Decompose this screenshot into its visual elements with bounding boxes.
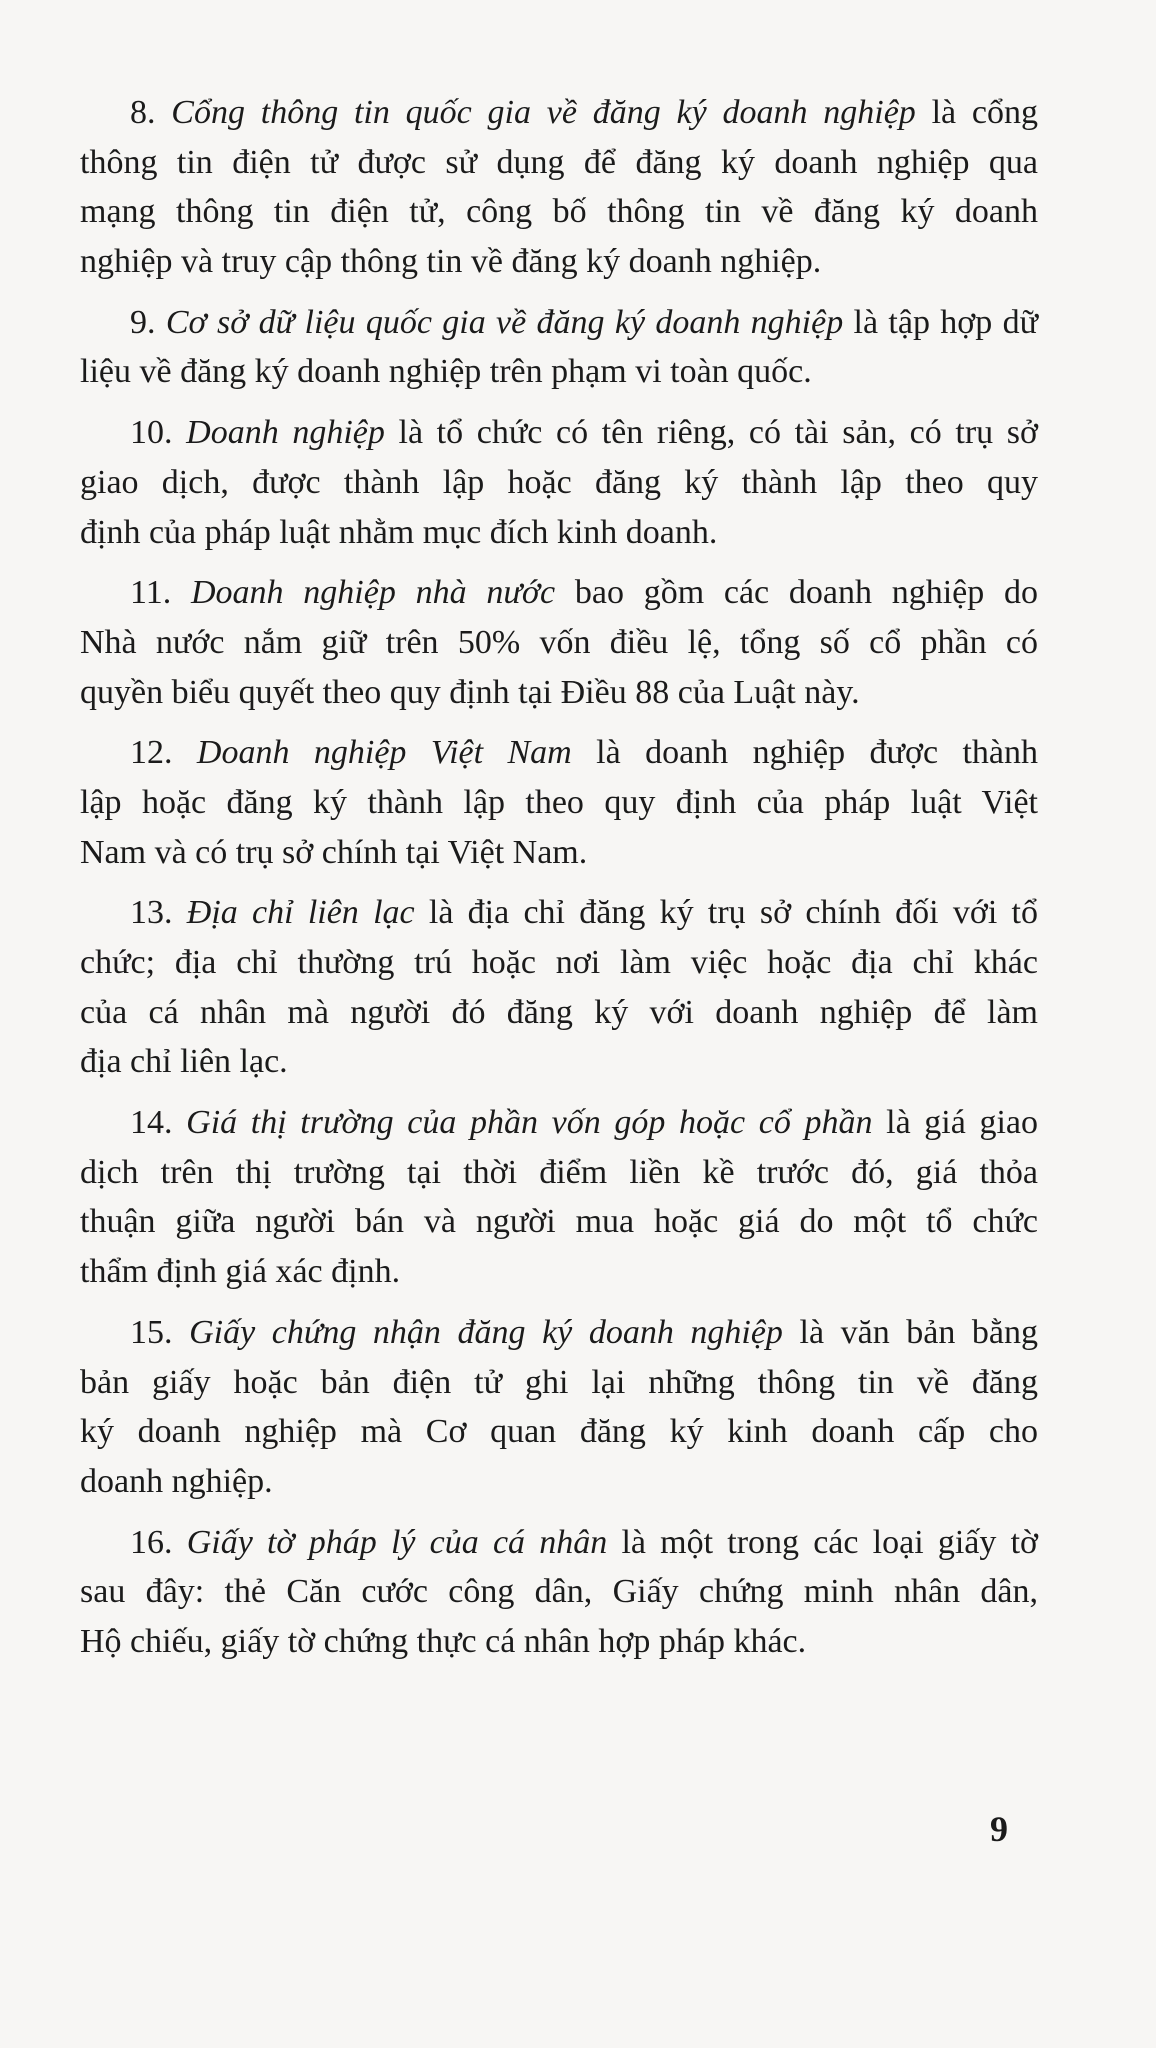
page-number: 9 xyxy=(990,1809,1008,1849)
definition-text-line: Nam và có trụ sở chính tại Việt Nam. xyxy=(80,833,588,871)
defined-term: Cổng thông tin quốc gia về đăng ký doanh nghiệp xyxy=(171,94,916,131)
definition-paragraph xyxy=(80,408,1038,557)
definition-text-line: sau đây: thẻ Căn cước công dân, Giấy chứng minh nhân dân, xyxy=(80,1573,1038,1611)
definition-paragraph xyxy=(80,1098,1038,1297)
defined-term: Cơ sở dữ liệu quốc gia về đăng ký doanh nghiệp xyxy=(165,303,844,341)
item-number: 13. xyxy=(130,894,173,932)
definition-paragraph xyxy=(80,568,1038,717)
definition-text-line: dịch trên thị trường tại thời điểm liền kề trước đó, giá thỏa xyxy=(80,1153,1038,1191)
defined-term: Doanh nghiệp Việt Nam xyxy=(196,734,572,772)
definition-text: bao gồm các doanh nghiệp do xyxy=(555,574,1039,612)
item-number: 12. xyxy=(130,734,173,772)
definition-text-line: lập hoặc đăng ký thành lập theo quy định của pháp luật Việt xyxy=(80,783,1038,821)
defined-term: Giấy chứng nhận đăng ký doanh nghiệp xyxy=(189,1313,783,1351)
item-number: 14. xyxy=(130,1104,173,1142)
definition-text-line: nghiệp và truy cập thông tin về đăng ký doanh nghiệp. xyxy=(80,243,822,281)
definition-text: là địa chỉ đăng ký trụ sở chính đối với tổ xyxy=(414,894,1038,932)
definition-text: là doanh nghiệp được thành xyxy=(571,734,1038,772)
paragraph-first-line xyxy=(80,298,1038,348)
definition-text-line: thông tin điện tử được sử dụng để đăng ký doanh nghiệp qua xyxy=(80,143,1038,181)
defined-term: Doanh nghiệp xyxy=(186,414,385,452)
definition-paragraph xyxy=(80,88,1038,287)
defined-term: Giá thị trường của phần vốn góp hoặc cổ phần xyxy=(186,1104,873,1142)
definition-text-line: bản giấy hoặc bản điện tử ghi lại những thông tin về đăng xyxy=(80,1363,1038,1401)
item-number: 11. xyxy=(130,574,172,612)
definition-text-line: thẩm định giá xác định. xyxy=(80,1253,401,1291)
definition-text-line: liệu về đăng ký doanh nghiệp trên phạm vi toàn quốc. xyxy=(80,353,812,391)
item-number: 10. xyxy=(130,414,173,452)
definition-text-line: Nhà nước nắm giữ trên 50% vốn điều lệ, tổng số cổ phần có xyxy=(80,623,1038,661)
defined-term: Doanh nghiệp nhà nước xyxy=(191,574,556,612)
definition-paragraph xyxy=(80,1308,1038,1507)
definition-text-line: chức; địa chỉ thường trú hoặc nơi làm việc hoặc địa chỉ khác xyxy=(80,944,1038,981)
definition-paragraph xyxy=(80,728,1038,877)
paragraph-first-line xyxy=(80,728,1038,778)
definition-text: là giá giao xyxy=(872,1104,1038,1142)
definition-text-line: doanh nghiệp. xyxy=(80,1462,273,1500)
definition-text: là tập hợp dữ xyxy=(843,303,1039,341)
definition-text-line: quyền biểu quyết theo quy định tại Điều 88 của Luật này. xyxy=(80,673,860,711)
definition-paragraph xyxy=(80,888,1038,1087)
definition-paragraph xyxy=(80,1518,1038,1667)
definition-paragraph xyxy=(80,298,1038,397)
definition-text-line: định của pháp luật nhằm mục đích kinh doanh. xyxy=(80,513,718,551)
definition-text-line: ký doanh nghiệp mà Cơ quan đăng ký kinh doanh cấp cho xyxy=(80,1413,1038,1451)
definition-text: là văn bản bằng xyxy=(782,1313,1039,1351)
paragraph-first-line xyxy=(80,1308,1038,1358)
item-number: 15. xyxy=(130,1313,173,1351)
item-number: 8. xyxy=(130,94,156,131)
definition-text-line: của cá nhân mà người đó đăng ký với doanh nghiệp để làm xyxy=(80,993,1038,1031)
item-number: 9. xyxy=(130,303,156,341)
definition-text: là cổng xyxy=(915,94,1038,131)
document-body xyxy=(80,88,1038,1678)
paragraph-first-line xyxy=(80,88,1038,138)
definition-text-line: giao dịch, được thành lập hoặc đăng ký thành lập theo quy xyxy=(80,463,1038,501)
definition-text: là một trong các loại giấy tờ xyxy=(607,1523,1039,1561)
paragraph-first-line xyxy=(80,568,1038,618)
definition-text-line: mạng thông tin điện tử, công bố thông tin về đăng ký doanh xyxy=(80,193,1038,231)
paragraph-first-line xyxy=(80,1098,1038,1148)
definition-text-line: Hộ chiếu, giấy tờ chứng thực cá nhân hợp pháp khác. xyxy=(80,1622,807,1660)
paragraph-first-line xyxy=(80,408,1038,458)
paragraph-first-line xyxy=(80,888,1038,938)
defined-term: Giấy tờ pháp lý của cá nhân xyxy=(186,1523,608,1561)
item-number: 16. xyxy=(130,1523,173,1561)
definition-text-line: địa chỉ liên lạc. xyxy=(80,1043,288,1081)
definition-text: là tổ chức có tên riêng, có tài sản, có trụ sở xyxy=(384,414,1039,452)
defined-term: Địa chỉ liên lạc xyxy=(186,894,415,932)
paragraph-first-line xyxy=(80,1518,1038,1568)
definition-text-line: thuận giữa người bán và người mua hoặc giá do một tổ chức xyxy=(80,1203,1038,1241)
